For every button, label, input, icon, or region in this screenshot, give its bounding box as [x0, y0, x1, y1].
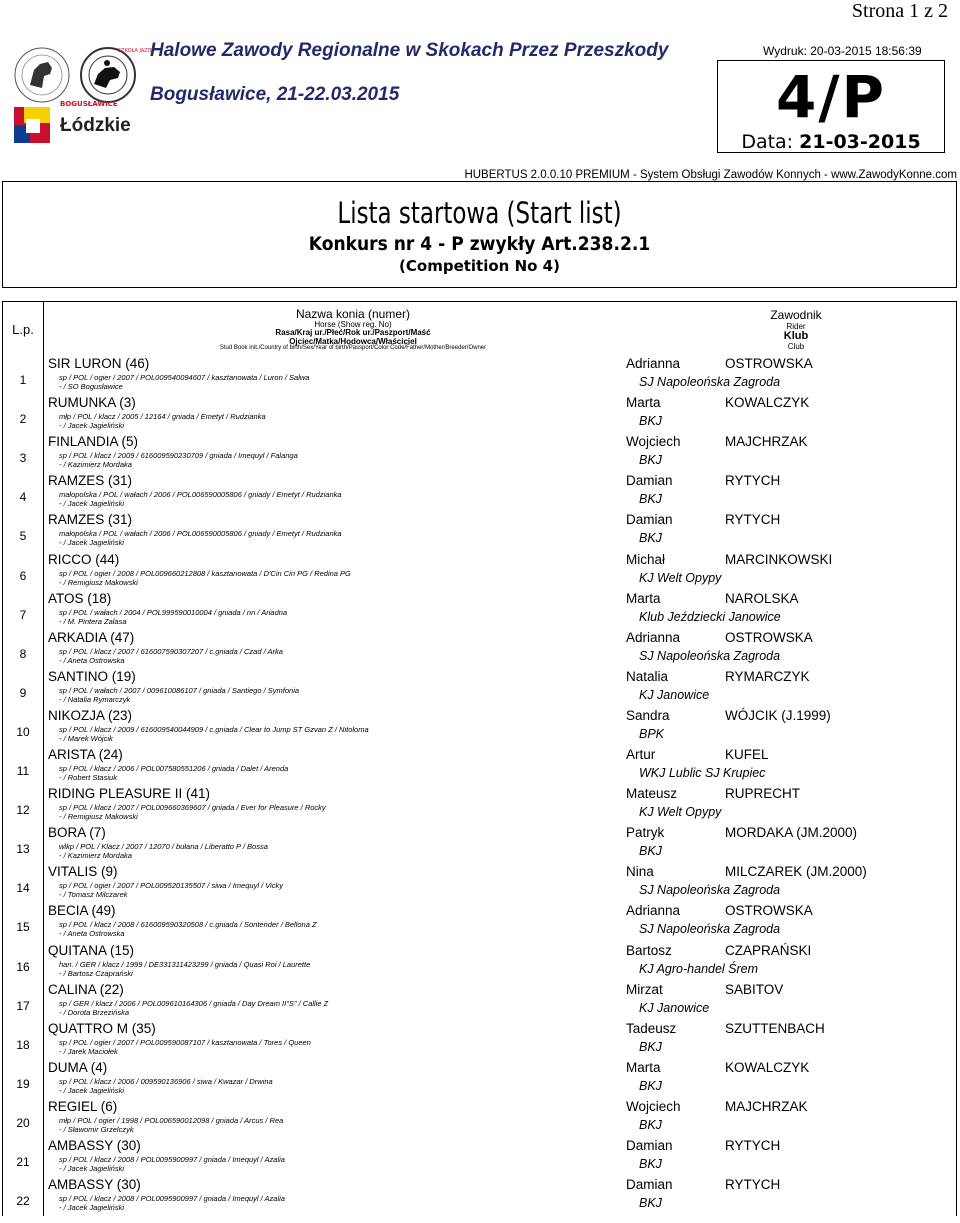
horse-sub-1: Horse (Show reg. No) — [314, 320, 392, 329]
horse-owner: - / SO Bogusławice — [59, 382, 123, 391]
entry-number: 19 — [16, 1076, 30, 1091]
rider-first-name: Tadeusz — [626, 1020, 677, 1036]
rider-last-name: SABITOV — [725, 981, 784, 997]
horse-name: BECIA (49) — [48, 903, 116, 919]
start-list-table — [2, 301, 957, 1216]
table-row — [3, 1177, 956, 1223]
rider-first-name: Sandra — [626, 707, 670, 723]
horse-owner: - / Remigiusz Makowski — [59, 577, 138, 587]
rider-first-name: Mateusz — [626, 786, 678, 802]
rider-club: BKJ — [639, 844, 662, 859]
horse-details: sp / POL / ogier / 2007 / POL009590087107 / kasztanowata / Tores / Queen — [59, 1037, 311, 1047]
rider-last-name: RYMARCZYK — [725, 668, 810, 684]
horse-owner: - / Jarek Maciołek — [59, 1046, 118, 1056]
horse-sub-2: Rasa/Kraj ur./Płeć/Rok ur./Paszport/Maść — [275, 328, 431, 337]
rider-last-name: MORDAKA (JM.2000) — [725, 825, 858, 841]
rider-first-name: Damian — [626, 1138, 673, 1153]
horse-name: QUATTRO M (35) — [48, 1020, 156, 1036]
rider-last-name: MILCZAREK (JM.2000) — [725, 864, 867, 880]
horse-owner: - / Aneta Ostrowska — [59, 655, 125, 665]
competition-number: (Competition No 4) — [399, 257, 560, 275]
horse-header: Nazwa konia (numer) — [295, 307, 411, 321]
horse-owner: - / Marek Wójcik — [59, 733, 113, 743]
rider-last-name: RYTYCH — [725, 512, 781, 528]
entry-number: 22 — [16, 1194, 30, 1209]
rider-club: BKJ — [639, 1157, 662, 1171]
rider-club: BKJ — [639, 1039, 662, 1054]
rider-first-name: Marta — [626, 590, 661, 606]
horse-name: REGIEL (6) — [48, 1098, 118, 1114]
horse-details: sp / POL / klacz / 2008 / POL0095900997 / gniada / Imequyl / Azalia — [59, 1155, 285, 1164]
rider-club: BKJ — [639, 453, 662, 468]
rider-club: KJ Welt Opypy — [639, 805, 722, 820]
table-row — [3, 1059, 956, 1106]
horse-owner: - / Jacek Jagieliński — [59, 1085, 125, 1095]
horse-name: SANTINO (19) — [48, 668, 136, 684]
rider-last-name: OSTROWSKA — [725, 903, 813, 919]
horse-name: VITALIS (9) — [48, 864, 118, 880]
region-logo — [12, 105, 142, 149]
rider-club: BKJ — [639, 492, 662, 507]
rider-first-name: Damian — [626, 473, 673, 489]
rider-last-name: OSTROWSKA — [725, 629, 813, 645]
horse-details: sp / POL / klacz / 2007 / POL009660369607 / gniada / Ever for Pleasure / Rocky — [59, 803, 326, 813]
entry-number: 11 — [16, 764, 30, 778]
table-row — [3, 942, 956, 989]
horse-details: sp / GER / klacz / 2006 / POL009610164306 / gniada / Day Dream II"S" / Callie Z — [59, 998, 329, 1008]
rider-first-name: Marta — [626, 1059, 661, 1075]
horse-name: ARKADIA (47) — [48, 629, 135, 645]
horse-owner: - / Aneta Ostrowska — [59, 929, 125, 939]
table-row — [3, 1138, 956, 1184]
rider-last-name: MARCINKOWSKI — [725, 551, 833, 567]
horse-owner: - / Tomasz Milczarek — [59, 890, 128, 900]
club-logo — [10, 40, 155, 110]
horse-details: sp / POL / klacz / 2008 / 616009590320508 / c.gniada / Sontender / Bellona Z — [59, 920, 317, 930]
rider-first-name: Michał — [626, 551, 666, 567]
rider-first-name: Adrianna — [626, 629, 681, 645]
horse-owner: - / Jacek Jagieliński — [59, 538, 125, 548]
horse-name: AMBASSY (30) — [48, 1138, 141, 1153]
rider-last-name: SZUTTENBACH — [725, 1020, 825, 1036]
class-title: Konkurs nr 4 - P zwykły Art.238.2.1 — [308, 233, 651, 255]
table-row — [3, 551, 956, 598]
table-row — [3, 1020, 956, 1067]
entry-number: 15 — [16, 920, 30, 935]
horse-owner: - / Bartosz Czaprański — [59, 968, 133, 978]
horse-details: sp / POL / wałach / 2004 / POL999590010004 / gniada / nn / Ariadna — [59, 607, 288, 617]
table-row — [3, 1098, 956, 1145]
rider-first-name: Bartosz — [626, 942, 672, 958]
rider-last-name: KOWALCZYK — [725, 1059, 810, 1075]
rider-last-name: RYTYCH — [725, 1177, 781, 1193]
table-row — [3, 903, 956, 949]
rider-club: BKJ — [639, 531, 662, 546]
table-row — [3, 356, 956, 402]
horse-details: małopolska / POL / wałach / 2006 / POL006590005806 / gniady / Emetyt / Rudzianka — [59, 529, 342, 539]
entry-number: 4 — [19, 490, 27, 505]
horse-name: RIDING PLEASURE II (41) — [48, 786, 211, 802]
entry-number: 10 — [16, 724, 30, 739]
table-row — [3, 864, 956, 910]
club-sub: Club — [787, 342, 805, 351]
rider-first-name: Damian — [626, 1177, 673, 1193]
table-row — [3, 707, 956, 754]
horse-name: DUMA (4) — [48, 1059, 108, 1075]
lp-header: L.p. — [12, 322, 34, 337]
list-title: Lista startowa (Start list) — [337, 196, 622, 230]
horse-details: sp / POL / klacz / 2007 / 616007590307207 / c.gniada / Czad / Arka — [59, 646, 283, 656]
rider-club: KJ Agro-handel Śrem — [639, 961, 759, 976]
rider-club: BKJ — [639, 1078, 662, 1093]
horse-owner: - / Jacek Jagieliński — [59, 1164, 125, 1173]
rider-club: BPK — [639, 726, 665, 741]
rider-last-name: MAJCHRZAK — [725, 1098, 808, 1114]
horse-owner: - / Kazimierz Mordaka — [59, 851, 132, 861]
rider-first-name: Wojciech — [626, 1098, 681, 1114]
horse-owner: - / Jacek Jagieliński — [59, 499, 125, 509]
rider-club: KJ Janowice — [639, 1000, 710, 1015]
horse-details: sp / POL / ogier / 2007 / POL009540094607 / kasztanowata / Luron / Salwa — [59, 373, 310, 382]
rider-header: Zawodnik — [770, 308, 822, 322]
horse-details: sp / POL / klacz / 2009 / 616009590230709 / gniada / Imequyl / Falanga — [59, 451, 298, 461]
entry-number: 16 — [16, 959, 30, 974]
competition-date — [718, 131, 944, 153]
horse-name: ATOS (18) — [48, 590, 112, 606]
region-name: Łódzkie — [60, 115, 131, 136]
table-row — [3, 395, 956, 441]
rider-first-name: Mirzat — [626, 981, 663, 997]
entry-number: 8 — [19, 646, 27, 661]
entry-number: 2 — [19, 412, 27, 427]
horse-details: sp / POL / ogier / 2008 / POL009660212808 / kasztanowata / D'Cin Cin PG / Redina PG — [59, 568, 351, 578]
entry-number: 20 — [16, 1115, 30, 1130]
rider-last-name: NAROLSKA — [725, 590, 799, 606]
horse-details: sp / POL / klacz / 2008 / POL0095900997 / gniada / Imequyl / Azalia — [59, 1194, 285, 1204]
rider-last-name: RUPRECHT — [725, 786, 801, 802]
rider-first-name: Marta — [626, 395, 661, 411]
horse-sub-3: Ojciec/Matka/Hodowca/Właściciel — [289, 337, 417, 346]
date-value: 21-03-2015 — [799, 131, 921, 153]
entry-number: 21 — [16, 1155, 30, 1169]
rider-club: SJ Napoleońska Zagroda — [639, 883, 781, 898]
entry-number: 17 — [16, 998, 30, 1013]
rider-club: BKJ — [639, 414, 662, 429]
horse-owner: - / Kazimierz Mordaka — [59, 460, 132, 470]
rider-first-name: Damian — [626, 512, 673, 528]
horse-owner: - / Robert Stasiuk — [59, 773, 117, 782]
entry-number: 18 — [16, 1037, 30, 1052]
horse-details: wlkp / POL / Klacz / 2007 / 12070 / bułana / Liberatto P / Bossa — [59, 842, 268, 852]
horse-owner: - / M. Pintera Zalasa — [59, 616, 127, 626]
entry-number: 7 — [19, 607, 27, 622]
competition-code: 4/P — [775, 63, 887, 131]
entry-number: 14 — [16, 881, 30, 896]
rider-last-name: OSTROWSKA — [725, 356, 813, 371]
rider-first-name: Patryk — [626, 825, 665, 841]
entry-number: 6 — [19, 568, 27, 583]
table-row — [3, 629, 956, 676]
entry-number: 5 — [19, 529, 27, 544]
horse-details: sp / POL / klacz / 2006 / 009590136906 / siwa / Kwazar / Drwina — [59, 1076, 273, 1086]
print-timestamp: Wydruk: 20-03-2015 18:56:39 — [763, 44, 922, 58]
horse-details: sp / POL / ogier / 2007 / POL009520135507 / siwa / Imequyl / Vicky — [59, 881, 284, 891]
table-row — [3, 473, 956, 519]
horse-name: RAMZES (31) — [48, 512, 133, 528]
title-box — [2, 181, 957, 288]
entry-number: 3 — [19, 451, 27, 466]
horse-name: CALINA (22) — [48, 981, 124, 997]
rider-first-name: Artur — [626, 747, 656, 762]
horse-owner: - / Jacek Jagieliński — [59, 1203, 125, 1213]
horse-details: sp / POL / klacz / 2006 / POL007580551206 / gniada / Dalet / Arenda — [59, 764, 289, 773]
rider-last-name: MAJCHRZAK — [725, 434, 808, 450]
horse-name: RUMUNKA (3) — [48, 395, 136, 411]
horse-owner: - / Sławomir Grzelczyk — [59, 1124, 134, 1134]
rider-club: WKJ Lublic SJ Krupiec — [639, 766, 766, 780]
rider-club: SJ Napoleońska Zagroda — [639, 922, 781, 937]
rider-club: BKJ — [639, 1117, 662, 1132]
horse-name: AMBASSY (30) — [48, 1177, 141, 1193]
horse-details: młp / POL / klacz / 2005 / 12164 / gniada / Emetyt / Rudzianka — [59, 412, 266, 422]
rider-club: KJ Janowice — [639, 687, 710, 702]
club-arc-text: BOGUSŁAWICE — [60, 100, 118, 108]
horse-name: RICCO (44) — [48, 551, 120, 567]
software-line: HUBERTUS 2.0.0.10 PREMIUM - System Obsługi Zawodów Konnych - www.ZawodyKonne.com — [464, 169, 957, 181]
rider-last-name: RYTYCH — [725, 473, 781, 489]
rider-last-name: KOWALCZYK — [725, 395, 810, 411]
event-place-date: Bogusławice, 21-22.03.2015 — [150, 84, 400, 105]
entry-number: 13 — [16, 842, 30, 857]
rider-club: BKJ — [639, 1196, 662, 1211]
horse-owner: - / Remigiusz Makowski — [59, 812, 138, 822]
horse-owner: - / Dorota Brzezińska — [59, 1007, 130, 1017]
horse-name: SIR LURON (46) — [48, 356, 150, 371]
event-title: Halowe Zawody Regionalne w Skokach Przez Przeszkody — [150, 40, 669, 61]
club-header: Klub — [783, 330, 809, 342]
rider-first-name: Nina — [626, 864, 654, 880]
competition-code-box — [717, 60, 945, 153]
horse-owner: - / Jacek Jagieliński — [59, 421, 125, 431]
entry-number: 1 — [19, 373, 27, 387]
horse-sub-4: Stud Book init./Country of birth/Sex/Year of birth/Passport/Color Code/Father/Mother/Breeder/Owner — [219, 345, 487, 351]
rider-club: SJ Napoleońska Zagroda — [639, 375, 781, 389]
rider-club: Klub Jeździecki Janowice — [639, 609, 781, 624]
rider-last-name: RYTYCH — [725, 1138, 781, 1153]
rider-last-name: CZAPRAŃSKI — [725, 942, 812, 958]
entries-list — [3, 356, 956, 1213]
horse-details: sp / POL / wałach / 2007 / 009610086107 / gniada / Santiego / Symfonia — [59, 685, 300, 695]
horse-details: małopolska / POL / wałach / 2006 / POL006590005806 / gniady / Emetyt / Rudzianka — [59, 490, 342, 500]
horse-name: ARISTA (24) — [48, 747, 123, 762]
entry-number: 9 — [19, 685, 27, 700]
rider-club: SJ Napoleońska Zagroda — [639, 648, 781, 663]
horse-name: RAMZES (31) — [48, 473, 133, 489]
horse-details: młp / POL / ogier / 1998 / POL006590012098 / gniada / Arcus / Rea — [59, 1115, 284, 1125]
rider-first-name: Adrianna — [626, 903, 681, 919]
rider-club: KJ Welt Opypy — [639, 570, 722, 585]
rider-first-name: Natalia — [626, 668, 669, 684]
table-row — [3, 434, 956, 480]
rider-last-name: KUFEL — [725, 747, 769, 762]
entry-number: 12 — [16, 803, 30, 818]
horse-name: NIKOZJA (23) — [48, 707, 133, 723]
horse-details: sp / POL / klacz / 2009 / 616009540044909 / c.gniada / Clear to Jump ST Gzvan Z / Nitoloma — [59, 724, 369, 734]
club-arc-text2: SZKOŁA JAZDY — [118, 48, 155, 54]
rider-last-name: WÓJCIK (J.1999) — [725, 707, 831, 723]
horse-name: BORA (7) — [48, 825, 106, 841]
horse-name: FINLANDIA (5) — [48, 434, 139, 450]
date-label: Data: — [741, 131, 794, 153]
horse-details: han. / GER / klacz / 1999 / DE331311423299 / gniada / Quasi Roi / Laurette — [59, 959, 311, 969]
table-row — [3, 590, 956, 637]
rider-first-name: Adrianna — [626, 356, 681, 371]
rider-first-name: Wojciech — [626, 434, 681, 450]
page-number: Strona 1 z 2 — [851, 0, 948, 22]
rider-sub: Rider — [786, 322, 806, 331]
horse-owner: - / Natalia Rymarczyk — [59, 694, 131, 704]
horse-name: QUITANA (15) — [48, 942, 135, 958]
